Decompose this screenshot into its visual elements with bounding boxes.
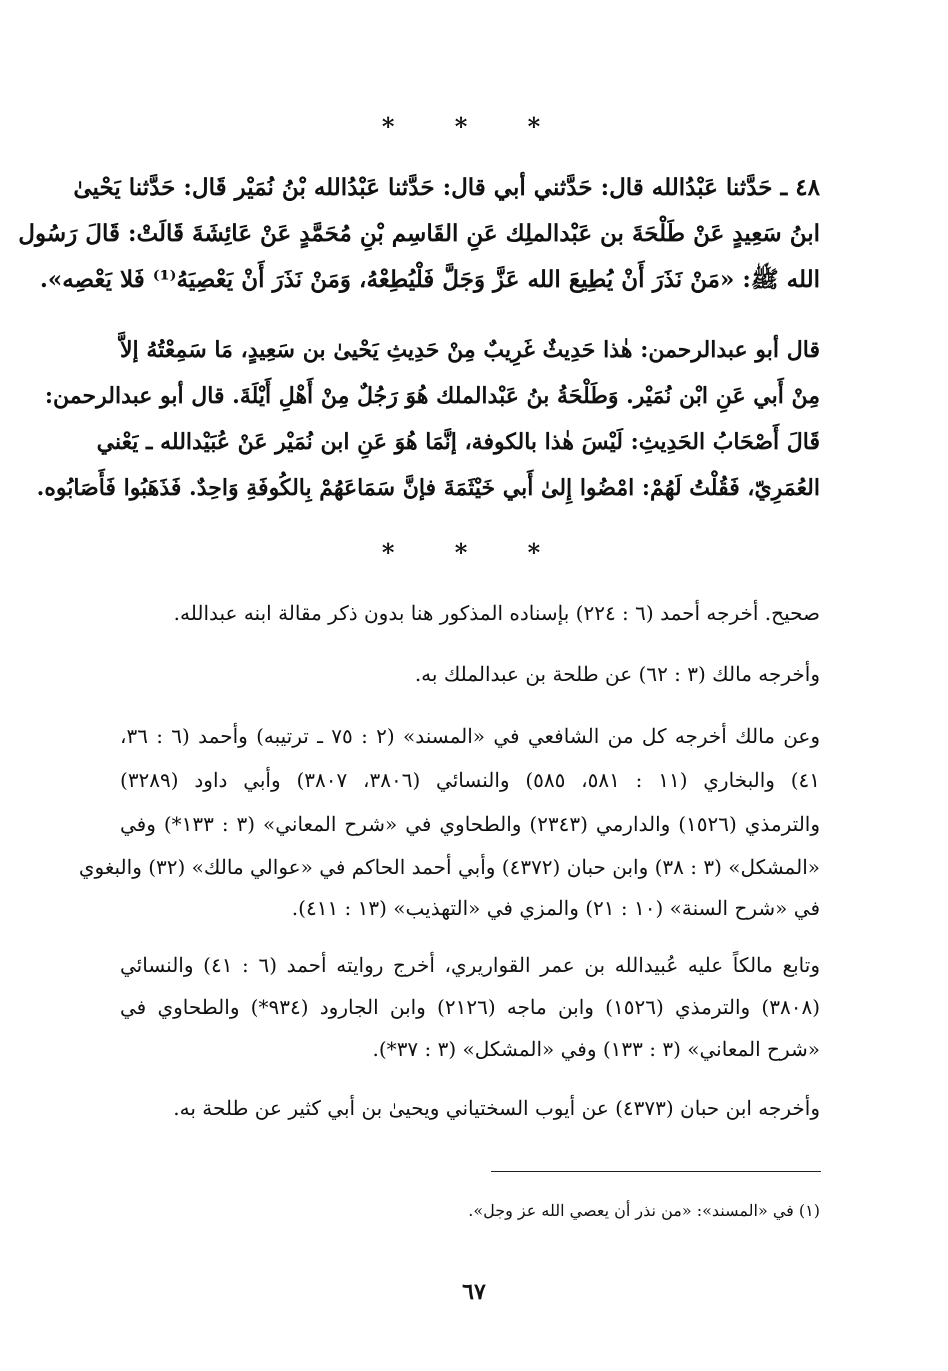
takhrij-line: «المشكل» (٣ : ٣٨) وابن حبان (٤٣٧٢) وأبي أحمد الحاكم في «عوالي مالك» (٣٢) والبغوي — [78, 855, 820, 879]
takhrij-line: «شرح المعاني» (٣ : ١٣٣) وفي «المشكل» (٣ : ٣٧*). — [372, 1037, 820, 1061]
hadith-line: ٤٨ ـ حَدَّثنا عَبْدُالله قال: حَدَّثني أبي قال: حَدَّثنا عَبْدُالله بْنُ نُمَيْر قَال: حَدَّثنا يَحْيىٰ — [73, 174, 820, 201]
takhrij-line: وعن مالك أخرجه كل من الشافعي في «المسند» (٢ : ٧٥ ـ ترتيبه) وأحمد (٦ : ٣٦، — [120, 724, 821, 748]
takhrij-line: ٤١) والبخاري (١١ : ٥٨١، ٥٨٥) والنسائي (٣٨٠٦، ٣٨٠٧) وأبي داود (٣٢٨٩) — [120, 768, 821, 792]
commentary-line: قال أبو عبدالرحمن: هٰذا حَدِيثٌ غَرِيبٌ مِنْ حَدِيثِ يَحْيىٰ بن سَعِيدٍ، مَا سَمِعْتُهُ إلاَّ — [120, 337, 820, 363]
takhrij-line: وأخرجه مالك (٣ : ٦٢) عن طلحة بن عبدالملك به. — [414, 662, 820, 686]
hadith-line: ابنُ سَعِيدٍ عَنْ طَلْحَةَ بن عَبْدالملِك عَنِ القَاسِم بْنِ مُحَمَّدٍ عَنْ عَائِشَةَ قَالَتْ: قَالَ رَسُول — [18, 220, 820, 247]
commentary-line: قَالَ أَصْحَابُ الحَدِيثِ: لَيْسَ هٰذا بالكوفة، إنَّمَا هُوَ عَنِ ابن نُمَيْر عَنْ عُبَيْدالله ـ يَعْني — [96, 429, 820, 455]
takhrij-line: في «شرح السنة» (١٠ : ٢١) والمزي في «التهذيب» (١٣ : ٤١١). — [291, 896, 820, 920]
takhrij-line: وأخرجه ابن حبان (٤٣٧٣) عن أيوب السختياني ويحيىٰ بن أبي كثير عن طلحة به. — [173, 1096, 820, 1120]
footnote: (١) في «المسند»: «من نذر أن يعصي الله عز وجل». — [468, 1201, 820, 1220]
separator-middle: * * * — [381, 538, 567, 567]
page-number: ٦٧ — [462, 1279, 486, 1305]
takhrij-line: والترمذي (١٥٢٦) والدارمي (٢٣٤٣) والطحاوي في «شرح المعاني» (٣ : ١٣٣*) وفي — [120, 812, 821, 836]
takhrij-line: صحيح. أخرجه أحمد (٦ : ٢٢٤) بإسناده المذكور هنا بدون ذكر مقالة ابنه عبدالله. — [173, 601, 820, 625]
separator-top: * * * — [381, 112, 567, 141]
footnote-separator — [491, 1171, 821, 1172]
commentary-line: مِنْ أَبي عَنِ ابْن نُمَيْر. وَطَلْحَةُ بنُ عَبْدالملك هُوَ رَجُلٌ مِنْ أَهْلِ أَيْلَةَ. قال أبو عبدالرحمن: — [44, 383, 820, 409]
commentary-line: العُمَرِيّ، فَقُلْتُ لَهُمْ: امْضُوا إِلىٰ أَبي خَيْثَمَةَ فإنَّ سَمَاعَهُمْ بِالكُوفَةِ وَاحِدٌ. فَذَهَبُوا فَأَصَابُوه. — [36, 475, 820, 501]
hadith-line: الله ﷺ: «مَنْ نَذَرَ أَنْ يُطِيعَ الله عَزَّ وَجَلَّ فَلْيُطِعْهُ، وَمَنْ نَذَرَ أَنْ يَعْصِيَهُ⁽¹⁾ فَلا يَعْصِه». — [39, 266, 820, 293]
takhrij-line: وتابع مالكاً عليه عُبيدالله بن عمر القواريري، أخرج روايته أحمد (٦ : ٤١) والنسائي — [120, 953, 821, 977]
takhrij-line: (٣٨٠٨) والترمذي (١٥٢٦) وابن ماجه (٢١٢٦) وابن الجارود (٩٣٤*) والطحاوي في — [120, 995, 820, 1019]
